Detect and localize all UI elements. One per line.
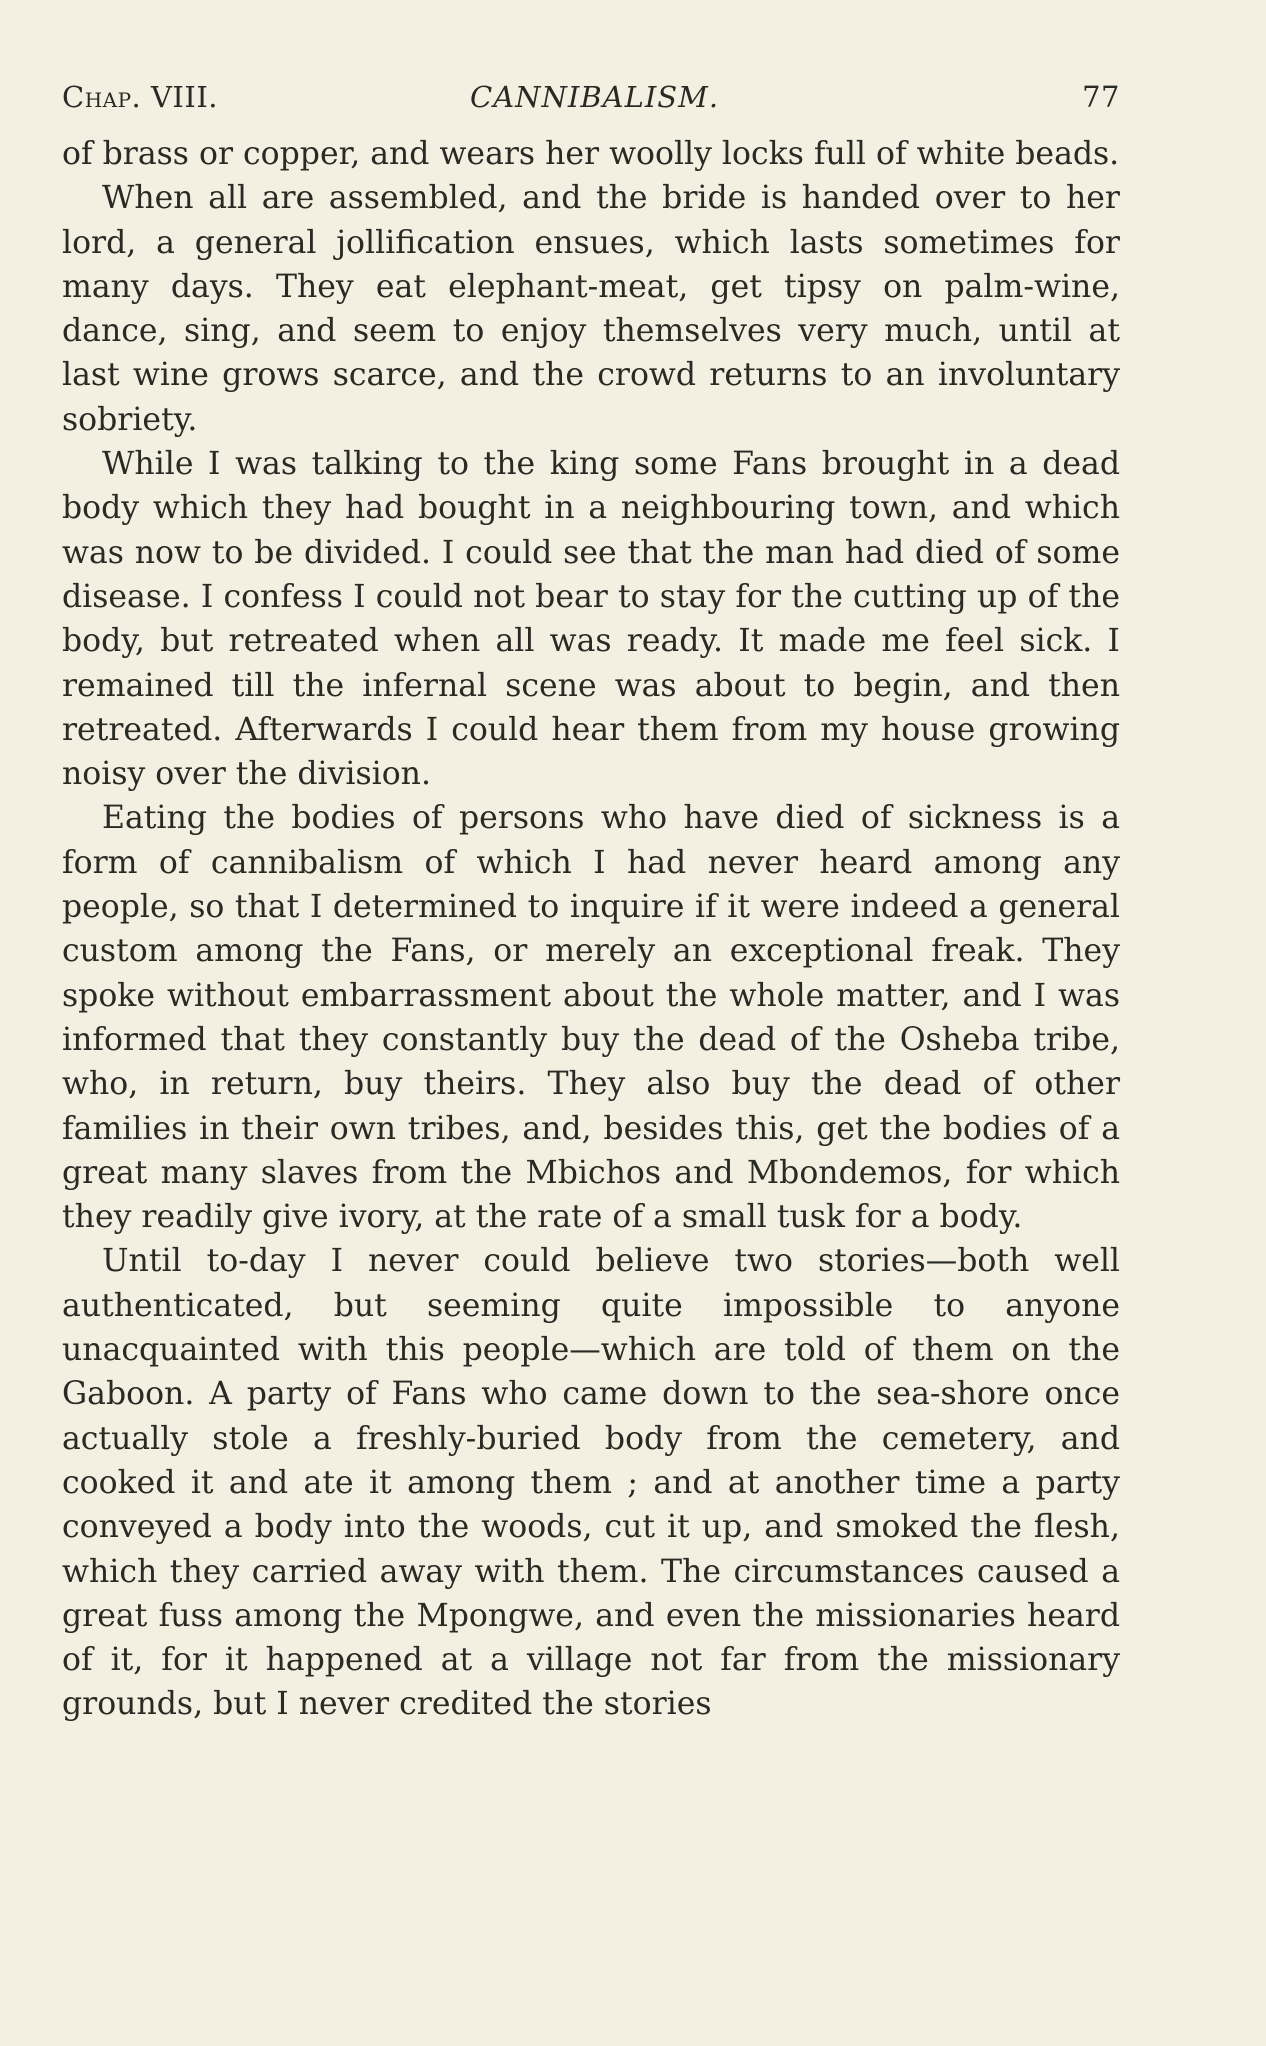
paragraph: While I was talking to the king some Fans brought in a dead body which they had bought in a neighbouring town, and which was now to be divided. I could see that the man had died of some disease. I confess I could not bear to stay for the cutting up of the body, but retreated when all was ready. It made me feel sick. I remained till the infernal scene was about to begin, and then retreated. Afterwards I could hear them from my house growing noisy over the division.	[62, 446, 1120, 793]
body-text	[62, 132, 1120, 1727]
page-number: 77	[1082, 80, 1120, 114]
chapter-label: Chap. VIII.	[62, 80, 218, 114]
running-head	[62, 80, 1120, 126]
paragraph: When all are assembled, and the bride is handed over to her lord, a general jollification ensues, which lasts sometimes for many days. They eat elephant-meat, get tipsy on palm-wine, dance, sing, and seem to enjoy themselves very much, until at last wine grows scarce, and the crowd returns to an involuntary sobriety.	[62, 180, 1120, 438]
paragraph-continued: of brass or copper, and wears her woolly locks full of white beads.	[62, 136, 1120, 172]
chapter-title: CANNIBALISM.	[470, 80, 720, 114]
paragraph: Until to-day I never could believe two stories—both well authenticated, but seeming quite impossible to anyone unacquainted with this people—which are told of them on the Gaboon. A party of Fans who came down to the sea-shore once actually stole a freshly-buried body from the cemetery, and cooked it and ate it among them ; and at another time a party conveyed a body into the woods, cut it up, and smoked the flesh, which they carried away with them. The circumstances caused a great fuss among the Mpongwe, and even the missionaries heard of it, for it happened at a village not far from the missionary grounds, but I never credited the stories	[62, 1243, 1120, 1723]
paragraph: Eating the bodies of persons who have died of sickness is a form of cannibalism of which I had never heard among any people, so that I determined to inquire if it were indeed a general custom among the Fans, or merely an exceptional freak. They spoke without embarrassment about the whole matter, and I was informed that they constantly buy the dead of the Osheba tribe, who, in return, buy theirs. They also buy the dead of other families in their own tribes, and, besides this, get the bodies of a great many slaves from the Mbichos and Mbondemos, for which they readily give ivory, at the rate of a small tusk for a body.	[62, 800, 1120, 1236]
